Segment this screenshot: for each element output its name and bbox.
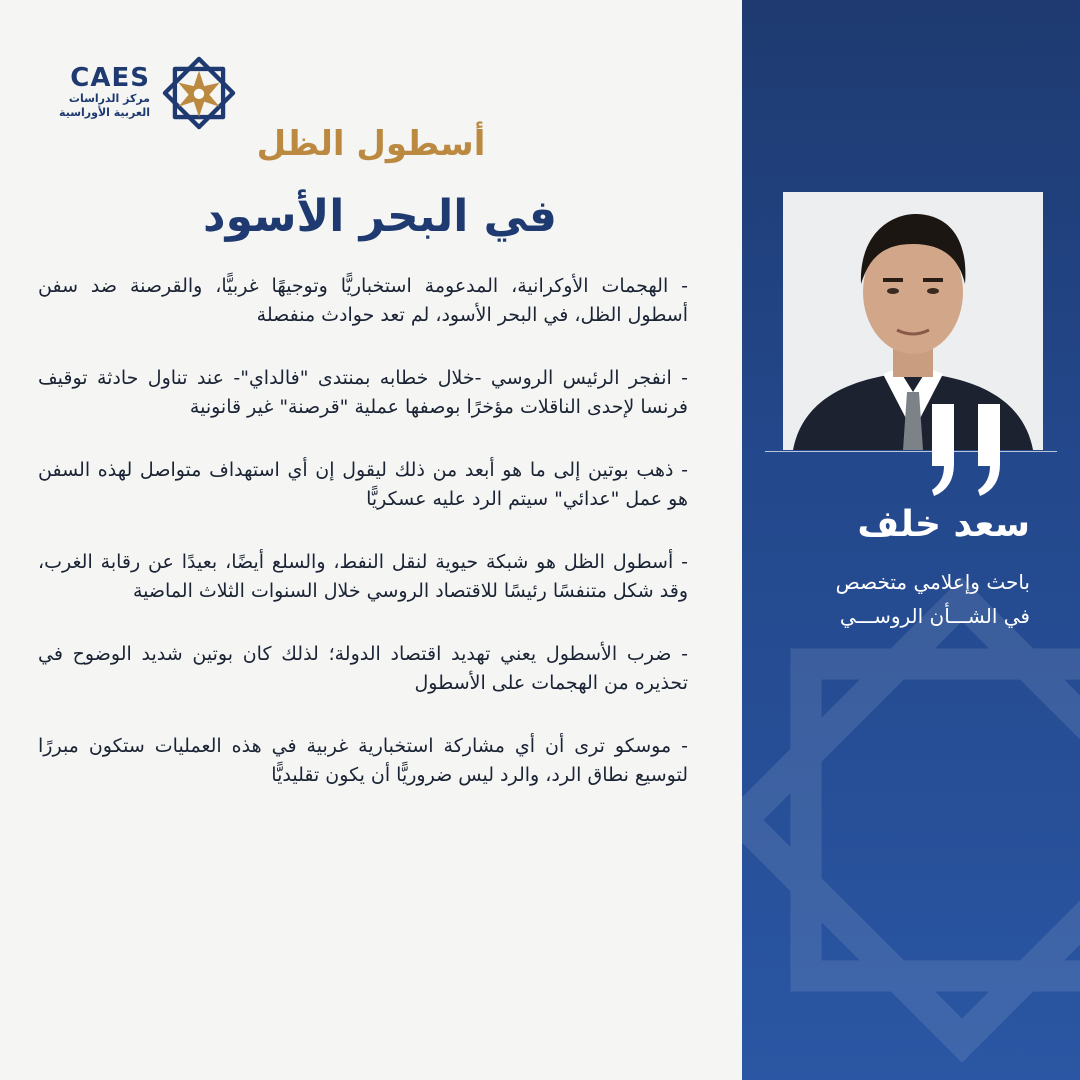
logo-text-block: [58, 64, 150, 120]
author-name: سعد خلف: [857, 504, 1030, 545]
logo-wordmark: CAES: [70, 63, 150, 93]
paragraph: - انفجر الرئيس الروسي -خلال خطابه بمنتدى "فالداي"- عند تناول حادثة توقيف فرنسا لإحدى الناقلات مؤخرًا بوصفها عملية "قرصنة" غير قانونية: [38, 367, 688, 418]
article-body: [38, 272, 688, 824]
paragraph: - أسطول الظل هو شبكة حيوية لنقل النفط، والسلع أيضًا، بعيدًا عن رقابة الغرب، وقد شكل متنفسًا رئيسًا للاقتصاد الروسي خلال السنوات الثلاث الماضية: [38, 551, 688, 602]
author-title: [760, 565, 1030, 633]
paragraph: - ذهب بوتين إلى ما هو أبعد من ذلك ليقول إن أي استهداف متواصل لهذه السفن هو عمل "عدائي" سيتم الرد عليه عسكريًّا: [38, 459, 688, 510]
paragraph: - ضرب الأسطول يعني تهديد اقتصاد الدولة؛ لذلك كان بوتين شديد الوضوح في تحذيره من الهجمات على الأسطول: [38, 643, 688, 694]
paragraph: - الهجمات الأوكرانية، المدعومة استخباريًّا وتوجيهًا غربيًّا، والقرصنة ضد سفن أسطول الظل، في البحر الأسود، لم تعد حوادث منفصلة: [38, 275, 688, 326]
background-star-icon: [742, 560, 1080, 1080]
author-title-line2: في الشـــأن الروســـي: [839, 604, 1030, 628]
logo-subtitle-line1: مركز الدراسات: [68, 92, 150, 105]
author-title-line1: باحث وإعلامي متخصص: [835, 570, 1030, 594]
quote-mark-icon: [924, 404, 1024, 496]
page-title-line1: أسطول الظل: [256, 124, 486, 164]
logo-subtitle-line2: العربية الأوراسية: [59, 106, 150, 119]
page-title-line2: في البحر الأسود: [203, 191, 557, 242]
paragraph: - موسكو ترى أن أي مشاركة استخبارية غربية في هذه العمليات ستكون مبررًا لتوسيع نطاق الرد، والرد ليس ضروريًّا أن يكون تقليديًّا: [38, 735, 688, 786]
